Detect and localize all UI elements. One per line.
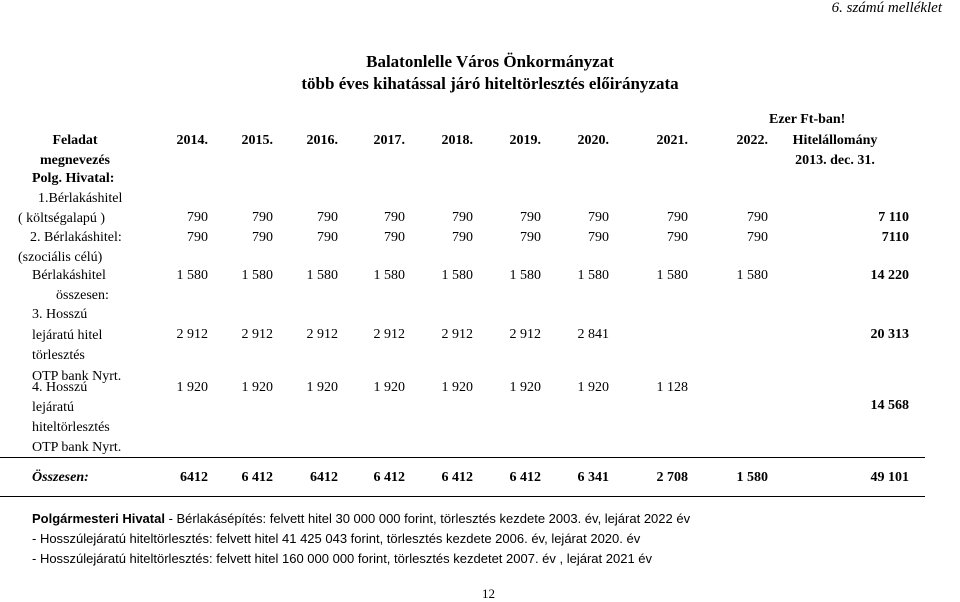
row-value: 790 <box>252 210 273 225</box>
row-value: 2 841 <box>577 327 609 342</box>
row-value: 790 <box>452 210 473 225</box>
grand-total-value: 6 412 <box>241 470 273 485</box>
row-total: 20 313 <box>870 327 909 342</box>
row-value: 1 580 <box>441 268 473 283</box>
grand-total-value: 1 580 <box>736 470 768 485</box>
grand-total-value: 6 412 <box>373 470 405 485</box>
row-label-line: 1.Bérlakáshitel <box>38 191 123 206</box>
row-total: 7110 <box>881 230 909 245</box>
header-year: 2015. <box>241 133 273 148</box>
row-value: 790 <box>187 210 208 225</box>
note-line1-bold: Polgármesteri Hivatal <box>32 511 165 526</box>
grand-total-value: 2 708 <box>656 470 688 485</box>
row-value: 1 920 <box>306 380 338 395</box>
header-balance-line2: 2013. dec. 31. <box>795 153 875 168</box>
row-label-line: lejáratú <box>32 400 74 415</box>
row-value: 790 <box>588 210 609 225</box>
row-value: 1 580 <box>241 268 273 283</box>
header-year: 2017. <box>373 133 405 148</box>
row-label-line: 4. Hosszú <box>32 380 88 395</box>
row-label-line: hiteltörlesztés <box>32 420 110 435</box>
row-value: 790 <box>747 230 768 245</box>
row-value: 790 <box>667 210 688 225</box>
note-line2: - Hosszúlejáratú hiteltörlesztés: felvett hitel 41 425 043 forint, törlesztés kezdete 2006. év, lejárat 2020. év <box>32 531 641 546</box>
row-value: 1 920 <box>441 380 473 395</box>
row-value: 1 580 <box>176 268 208 283</box>
row-value: 790 <box>317 210 338 225</box>
row-value: 1 580 <box>306 268 338 283</box>
section-label: Polg. Hivatal: <box>32 171 115 186</box>
row-total: 14 568 <box>870 398 909 413</box>
row-value: 1 920 <box>577 380 609 395</box>
header-year: 2021. <box>656 133 688 148</box>
row-value: 790 <box>384 210 405 225</box>
row-value: 790 <box>384 230 405 245</box>
row-label-line: OTP bank Nyrt. <box>32 368 122 384</box>
row-value: 790 <box>588 230 609 245</box>
row-value: 2 912 <box>373 327 405 342</box>
header-balance-line1: Hitelállomány <box>792 133 878 148</box>
note-line1-rest: - Bérlakásépítés: felvett hitel 30 000 000 forint, törlesztés kezdete 2003. év, lejárat 2022 év <box>164 511 691 526</box>
title-line1: Balatonlelle Város Önkormányzat <box>366 52 614 71</box>
row-value: 1 920 <box>176 380 208 395</box>
grand-total-value: 6 341 <box>577 470 609 485</box>
row-value: 2 912 <box>441 327 473 342</box>
total-bottom-rule <box>0 496 925 497</box>
row-value: 1 580 <box>736 268 768 283</box>
header-task-line1: Feladat <box>52 133 98 148</box>
title-line2: több éves kihatással járó hiteltörlesztés előirányzata <box>301 74 679 93</box>
row-label-line: összesen: <box>56 288 109 303</box>
grand-total-value: 6 412 <box>509 470 541 485</box>
row-value: 790 <box>317 230 338 245</box>
row-value: 790 <box>520 210 541 225</box>
row-label-line: 3. Hosszú <box>32 307 88 322</box>
row-value: 1 580 <box>509 268 541 283</box>
total-top-rule <box>0 457 925 458</box>
unit-label: Ezer Ft-ban! <box>769 112 846 127</box>
row-value: 1 920 <box>509 380 541 395</box>
row-label-line: (szociális célú) <box>18 250 103 265</box>
grand-total-value: 6 412 <box>441 470 473 485</box>
row-value: 2 912 <box>509 327 541 342</box>
row-label-line: ( költségalapú ) <box>18 211 106 226</box>
header-year: 2018. <box>441 133 473 148</box>
row-value: 1 920 <box>373 380 405 395</box>
header-year: 2019. <box>509 133 541 148</box>
row-value: 2 912 <box>241 327 273 342</box>
row-value: 790 <box>747 210 768 225</box>
row-label-line: 2. Bérlakáshitel: <box>30 230 122 245</box>
grand-total-sum: 49 101 <box>870 470 909 485</box>
note-line1 <box>32 511 690 526</box>
row-total: 7 110 <box>878 210 909 225</box>
header-year: 2014. <box>176 133 208 148</box>
grand-total-value: 6412 <box>310 470 338 485</box>
row-label-line: OTP bank Nyrt. <box>32 440 122 455</box>
header-year: 2020. <box>577 133 609 148</box>
row-value: 1 580 <box>373 268 405 283</box>
row-value: 790 <box>520 230 541 245</box>
row-value: 1 580 <box>577 268 609 283</box>
header-task-line2: megnevezés <box>40 153 110 168</box>
header-year: 2016. <box>306 133 338 148</box>
note-line3: - Hosszúlejáratú hiteltörlesztés: felvett hitel 160 000 000 forint, törlesztés kezdetet 2007. év , lejárat 2021 év <box>32 551 653 566</box>
row-value: 1 580 <box>656 268 688 283</box>
row-label-line: lejáratú hitel <box>32 327 103 343</box>
page-number: 12 <box>482 586 495 601</box>
row-value: 790 <box>252 230 273 245</box>
header-year: 2022. <box>736 133 768 148</box>
row-value: 2 912 <box>176 327 208 342</box>
row-label-line: törlesztés <box>32 348 85 363</box>
row-value: 1 920 <box>241 380 273 395</box>
row-value: 790 <box>452 230 473 245</box>
row-value: 790 <box>187 230 208 245</box>
row-value: 790 <box>667 230 688 245</box>
row-value: 2 912 <box>306 327 338 342</box>
grand-total-value: 6412 <box>180 470 208 485</box>
row-total: 14 220 <box>870 268 909 283</box>
row-label-line: Bérlakáshitel <box>32 268 106 283</box>
grand-total-label: Összesen: <box>32 470 89 485</box>
row-value: 1 128 <box>656 380 688 395</box>
annex-label: 6. számú melléklet <box>831 0 942 16</box>
